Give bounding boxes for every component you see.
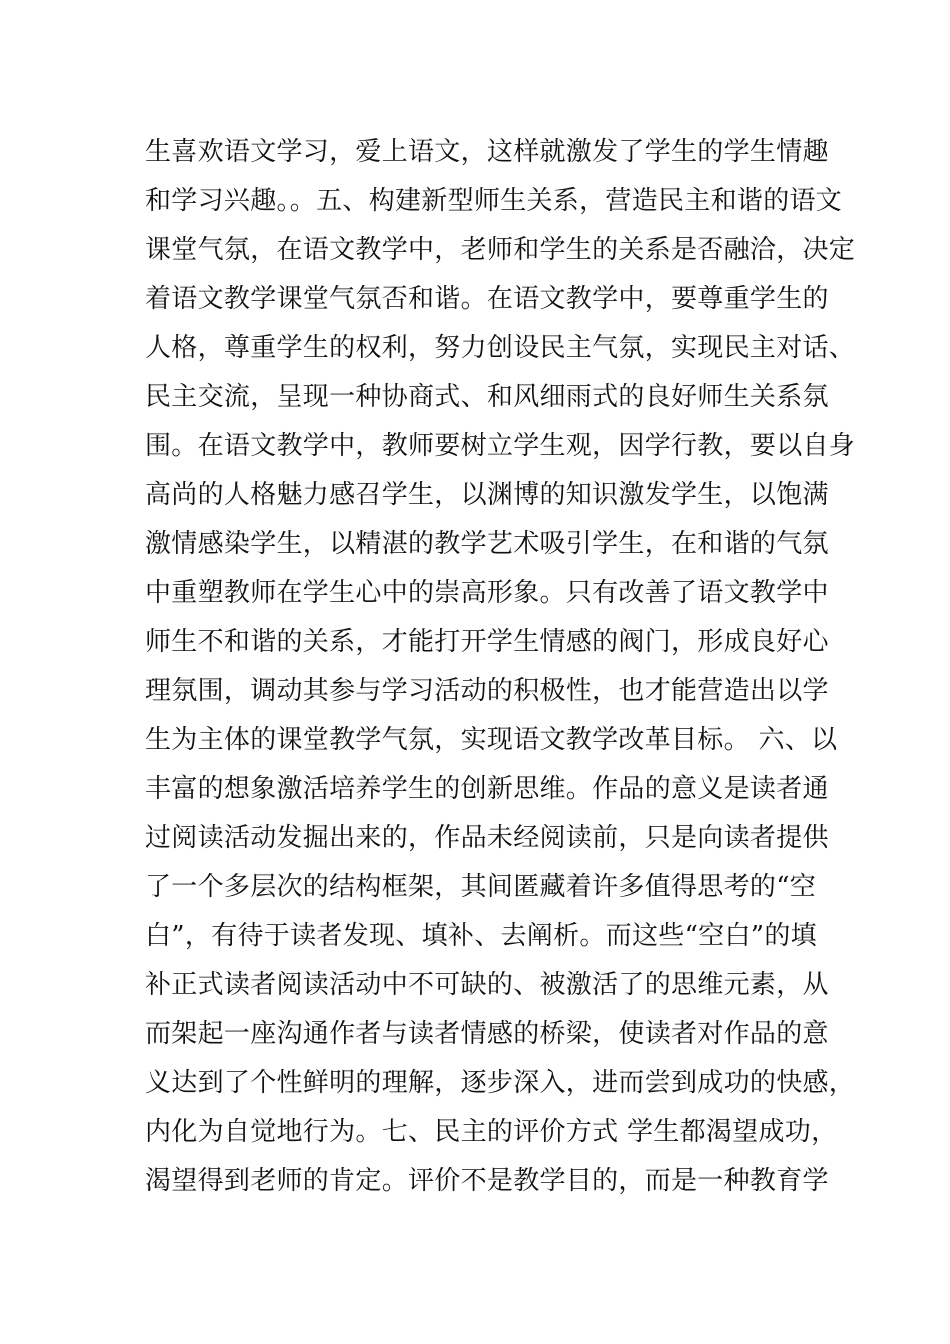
text-line: 民主交流，呈现一种协商式、和风细雨式的良好师生关系氛 xyxy=(145,382,829,412)
text-line: 师生不和谐的关系，才能打开学生情感的阀门，形成良好心 xyxy=(145,627,829,657)
text-line: 义达到了个性鲜明的理解，逐步深入，进而尝到成功的快感， xyxy=(145,1068,856,1098)
text-line: 过阅读活动发掘出来的，作品未经阅读前，只是向读者提供 xyxy=(145,823,829,853)
text-line: 补正式读者阅读活动中不可缺的、被激活了的思维元素，从 xyxy=(145,970,829,1000)
text-line: 了一个多层次的结构框架，其间匿藏着许多值得思考的“空 xyxy=(145,872,817,902)
text-line: 生为主体的课堂教学气氛，实现语文教学改革目标。 六、以 xyxy=(145,725,838,755)
text-line: 中重塑教师在学生心中的崇高形象。只有改善了语文教学中 xyxy=(145,578,829,608)
body-text xyxy=(145,128,856,1206)
text-line: 生喜欢语文学习，爱上语文，这样就激发了学生的学生情趣 xyxy=(145,137,829,167)
text-line: 和学习兴趣。。五、构建新型师生关系，营造民主和谐的语文 xyxy=(145,186,843,216)
text-line: 而架起一座沟通作者与读者情感的桥梁，使读者对作品的意 xyxy=(145,1019,829,1049)
text-line: 白”，有待于读者发现、填补、去阐析。而这些“空白”的填 xyxy=(145,921,817,951)
text-line: 课堂气氛，在语文教学中，老师和学生的关系是否融洽，决定 xyxy=(145,235,856,265)
text-line: 渴望得到老师的肯定。评价不是教学目的，而是一种教育学 xyxy=(145,1166,829,1196)
text-line: 高尚的人格魅力感召学生，以渊博的知识激发学生，以饱满 xyxy=(145,480,829,510)
text-line: 丰富的想象激活培养学生的创新思维。作品的意义是读者通 xyxy=(145,774,829,804)
text-line: 激情感染学生，以精湛的教学艺术吸引学生，在和谐的气氛 xyxy=(145,529,829,559)
text-line: 人格，尊重学生的权利，努力创设民主气氛，实现民主对话、 xyxy=(145,333,856,363)
text-line: 围。在语文教学中，教师要树立学生观，因学行教，要以自身 xyxy=(145,431,856,461)
text-line: 内化为自觉地行为。七、民主的评价方式 学生都渴望成功， xyxy=(145,1117,838,1147)
text-line: 着语文教学课堂气氛否和谐。在语文教学中，要尊重学生的 xyxy=(145,284,829,314)
text-line: 理氛围，调动其参与学习活动的积极性，也才能营造出以学 xyxy=(145,676,829,706)
